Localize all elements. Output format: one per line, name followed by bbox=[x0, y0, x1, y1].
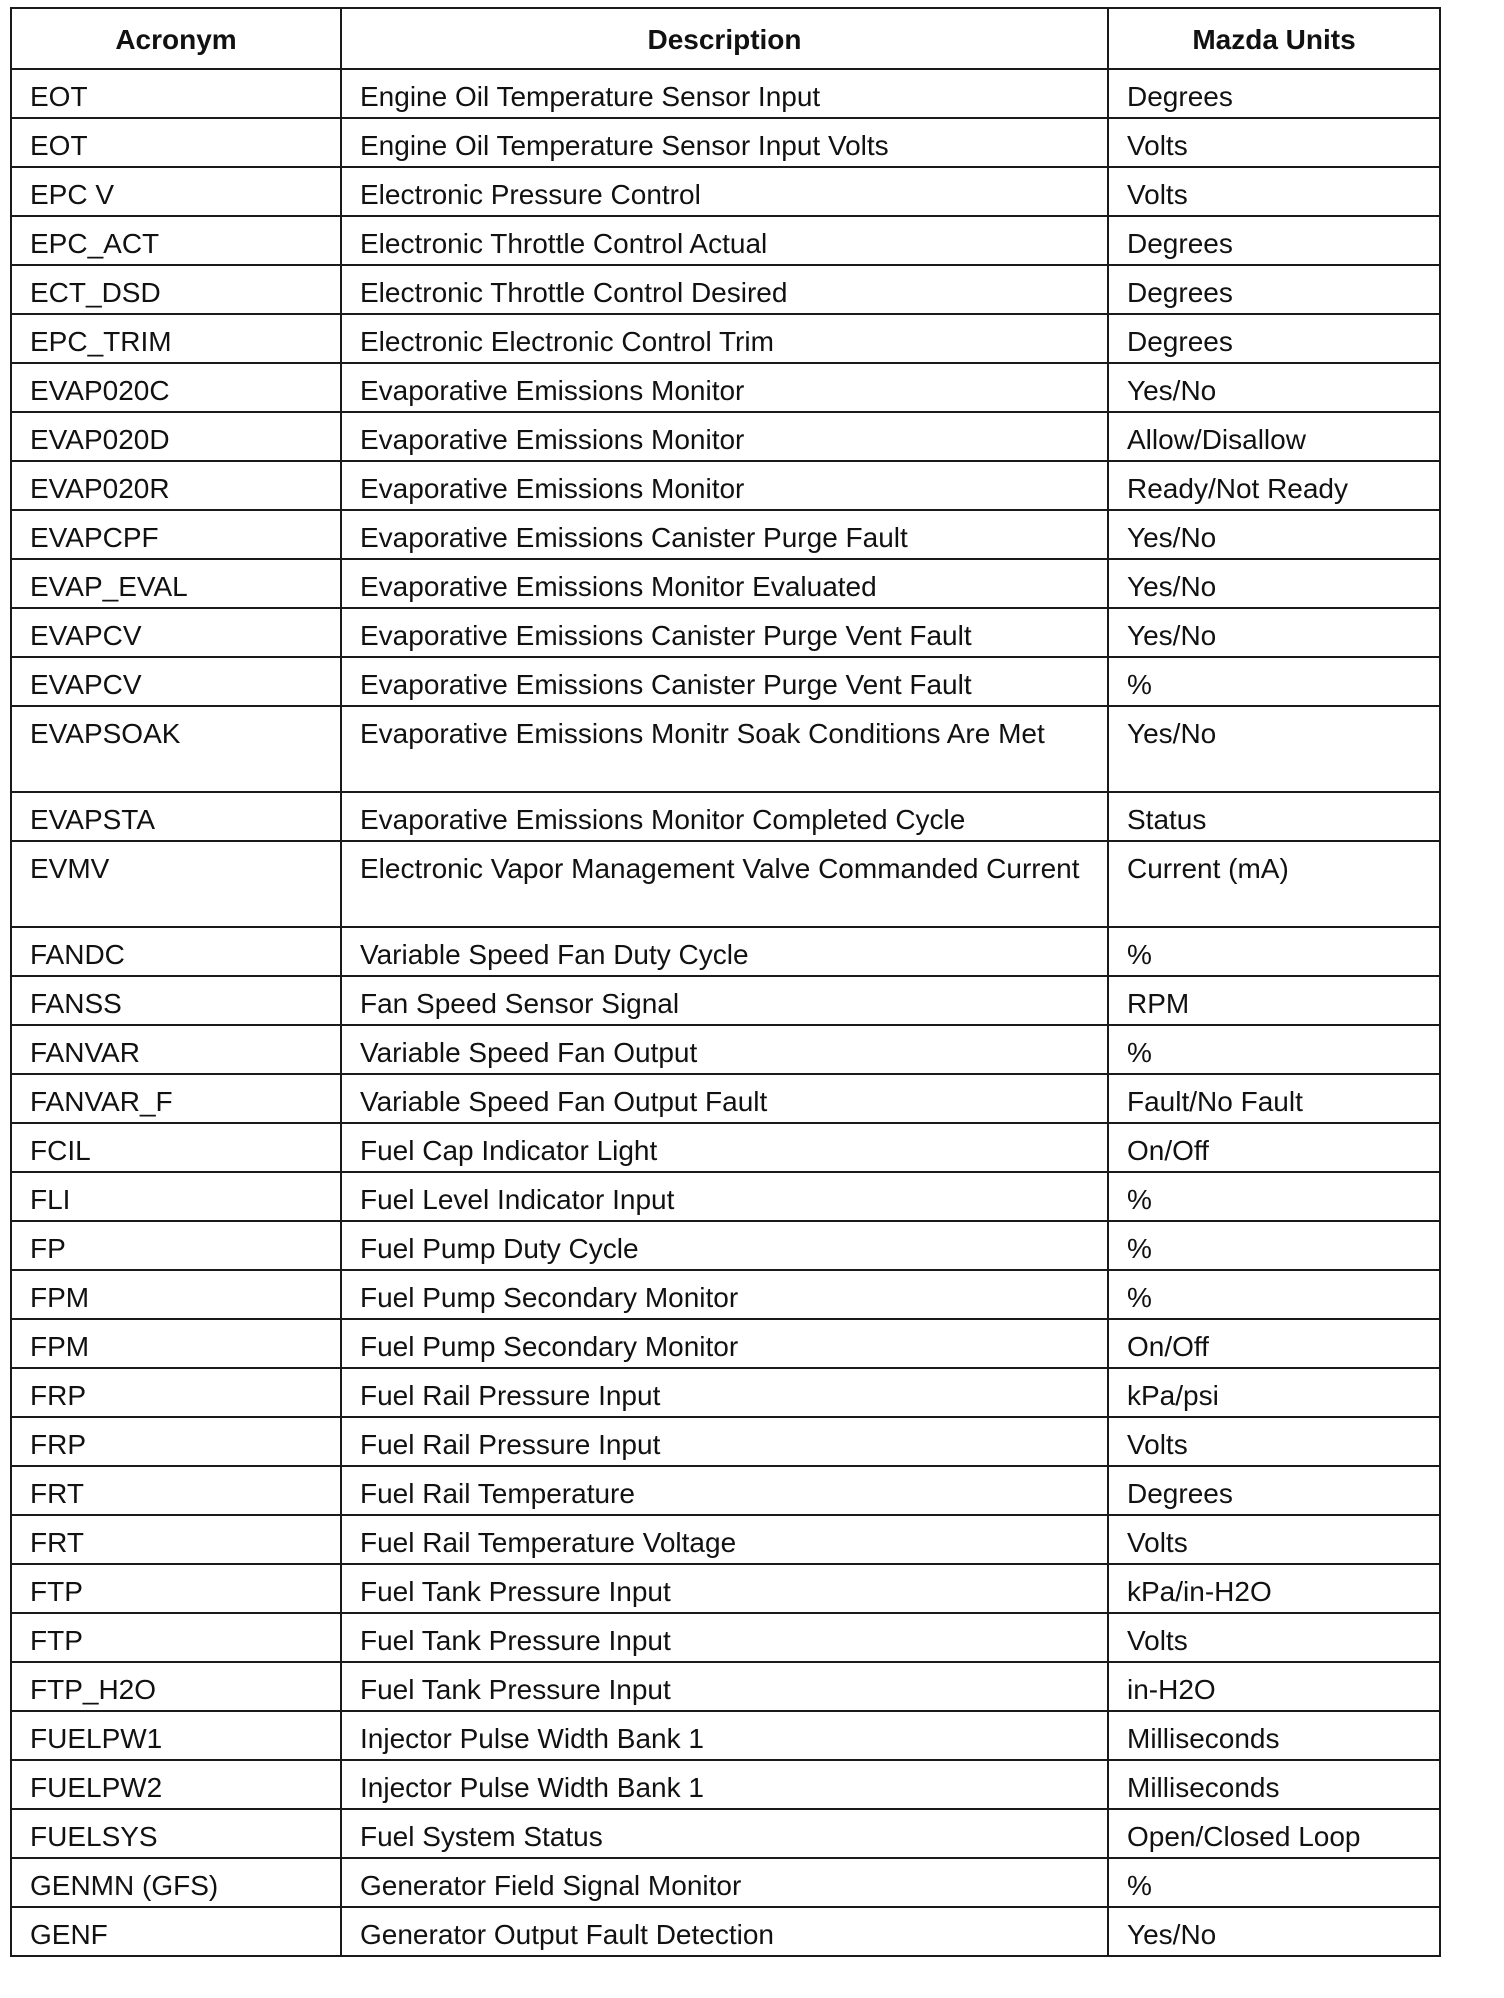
table-row bbox=[11, 927, 1440, 976]
cell-units: % bbox=[1108, 1221, 1440, 1270]
cell-description: Electronic Pressure Control bbox=[341, 167, 1108, 216]
header-description: Description bbox=[341, 8, 1108, 69]
cell-units: Degrees bbox=[1108, 69, 1440, 118]
cell-units: Ready/Not Ready bbox=[1108, 461, 1440, 510]
cell-units: Volts bbox=[1108, 1515, 1440, 1564]
header-mazda-units: Mazda Units bbox=[1108, 8, 1440, 69]
cell-acronym: FRP bbox=[11, 1368, 341, 1417]
cell-description: Fuel Pump Secondary Monitor bbox=[341, 1270, 1108, 1319]
cell-acronym: FTP bbox=[11, 1564, 341, 1613]
cell-acronym: FP bbox=[11, 1221, 341, 1270]
cell-units: % bbox=[1108, 1270, 1440, 1319]
cell-units: RPM bbox=[1108, 976, 1440, 1025]
table-row bbox=[11, 1662, 1440, 1711]
table-body bbox=[11, 69, 1440, 1956]
table-row bbox=[11, 167, 1440, 216]
cell-description: Electronic Vapor Management Valve Commanded Current bbox=[341, 841, 1108, 927]
cell-units: Yes/No bbox=[1108, 608, 1440, 657]
cell-description: Engine Oil Temperature Sensor Input bbox=[341, 69, 1108, 118]
cell-description: Generator Field Signal Monitor bbox=[341, 1858, 1108, 1907]
cell-description: Evaporative Emissions Monitr Soak Conditions Are Met bbox=[341, 706, 1108, 792]
cell-acronym: EVAPCPF bbox=[11, 510, 341, 559]
table-row bbox=[11, 216, 1440, 265]
table-row bbox=[11, 1858, 1440, 1907]
cell-units: Volts bbox=[1108, 167, 1440, 216]
cell-acronym: FRT bbox=[11, 1515, 341, 1564]
cell-units: On/Off bbox=[1108, 1123, 1440, 1172]
cell-description: Fuel Tank Pressure Input bbox=[341, 1564, 1108, 1613]
cell-units: Yes/No bbox=[1108, 559, 1440, 608]
cell-description: Fuel Rail Pressure Input bbox=[341, 1417, 1108, 1466]
table-row bbox=[11, 510, 1440, 559]
cell-acronym: FPM bbox=[11, 1270, 341, 1319]
table-row bbox=[11, 412, 1440, 461]
table-row bbox=[11, 706, 1440, 792]
table-row bbox=[11, 1270, 1440, 1319]
cell-description: Engine Oil Temperature Sensor Input Volts bbox=[341, 118, 1108, 167]
cell-description: Fuel Cap Indicator Light bbox=[341, 1123, 1108, 1172]
cell-units: kPa/psi bbox=[1108, 1368, 1440, 1417]
table-row bbox=[11, 363, 1440, 412]
cell-acronym: EVAP020D bbox=[11, 412, 341, 461]
cell-acronym: EVAP020C bbox=[11, 363, 341, 412]
cell-units: Degrees bbox=[1108, 314, 1440, 363]
cell-units: % bbox=[1108, 657, 1440, 706]
cell-acronym: EPC_ACT bbox=[11, 216, 341, 265]
table-row bbox=[11, 461, 1440, 510]
cell-acronym: FANVAR_F bbox=[11, 1074, 341, 1123]
cell-units: % bbox=[1108, 1025, 1440, 1074]
cell-acronym: EVAPCV bbox=[11, 657, 341, 706]
cell-description: Fuel Tank Pressure Input bbox=[341, 1662, 1108, 1711]
table-row bbox=[11, 657, 1440, 706]
cell-units: Fault/No Fault bbox=[1108, 1074, 1440, 1123]
cell-units: in-H2O bbox=[1108, 1662, 1440, 1711]
cell-units: Degrees bbox=[1108, 265, 1440, 314]
cell-acronym: EVAPSOAK bbox=[11, 706, 341, 792]
cell-acronym: FRP bbox=[11, 1417, 341, 1466]
cell-acronym: EPC_TRIM bbox=[11, 314, 341, 363]
table-row bbox=[11, 69, 1440, 118]
cell-description: Evaporative Emissions Monitor bbox=[341, 412, 1108, 461]
cell-acronym: EVAPCV bbox=[11, 608, 341, 657]
cell-acronym: EVAPSTA bbox=[11, 792, 341, 841]
cell-units: % bbox=[1108, 1172, 1440, 1221]
cell-acronym: FANSS bbox=[11, 976, 341, 1025]
cell-description: Fuel Rail Temperature bbox=[341, 1466, 1108, 1515]
cell-units: Milliseconds bbox=[1108, 1760, 1440, 1809]
cell-description: Fuel Level Indicator Input bbox=[341, 1172, 1108, 1221]
table-row bbox=[11, 559, 1440, 608]
table-row bbox=[11, 118, 1440, 167]
cell-acronym: FANDC bbox=[11, 927, 341, 976]
table-row bbox=[11, 1564, 1440, 1613]
cell-units: Allow/Disallow bbox=[1108, 412, 1440, 461]
cell-units: Current (mA) bbox=[1108, 841, 1440, 927]
cell-acronym: EVAP020R bbox=[11, 461, 341, 510]
cell-units: Open/Closed Loop bbox=[1108, 1809, 1440, 1858]
cell-units: % bbox=[1108, 1858, 1440, 1907]
cell-units: Degrees bbox=[1108, 216, 1440, 265]
cell-units: Volts bbox=[1108, 1613, 1440, 1662]
cell-description: Evaporative Emissions Canister Purge Vent Fault bbox=[341, 608, 1108, 657]
cell-units: Yes/No bbox=[1108, 706, 1440, 792]
cell-description: Fuel Pump Secondary Monitor bbox=[341, 1319, 1108, 1368]
cell-units: Volts bbox=[1108, 1417, 1440, 1466]
table-row bbox=[11, 1368, 1440, 1417]
cell-acronym: EVAP_EVAL bbox=[11, 559, 341, 608]
table-header-row bbox=[11, 8, 1440, 69]
cell-description: Variable Speed Fan Duty Cycle bbox=[341, 927, 1108, 976]
cell-description: Electronic Throttle Control Actual bbox=[341, 216, 1108, 265]
table-row bbox=[11, 792, 1440, 841]
cell-acronym: EPC V bbox=[11, 167, 341, 216]
cell-acronym: FCIL bbox=[11, 1123, 341, 1172]
table-row bbox=[11, 1907, 1440, 1956]
cell-acronym: GENF bbox=[11, 1907, 341, 1956]
cell-acronym: FPM bbox=[11, 1319, 341, 1368]
cell-description: Fuel Rail Temperature Voltage bbox=[341, 1515, 1108, 1564]
cell-acronym: EVMV bbox=[11, 841, 341, 927]
cell-description: Fan Speed Sensor Signal bbox=[341, 976, 1108, 1025]
cell-acronym: FUELSYS bbox=[11, 1809, 341, 1858]
table-row bbox=[11, 314, 1440, 363]
cell-description: Fuel System Status bbox=[341, 1809, 1108, 1858]
cell-units: kPa/in-H2O bbox=[1108, 1564, 1440, 1613]
cell-description: Evaporative Emissions Canister Purge Fault bbox=[341, 510, 1108, 559]
cell-acronym: EOT bbox=[11, 69, 341, 118]
header-acronym: Acronym bbox=[11, 8, 341, 69]
table-row bbox=[11, 1711, 1440, 1760]
table-row bbox=[11, 1515, 1440, 1564]
cell-description: Fuel Tank Pressure Input bbox=[341, 1613, 1108, 1662]
table-row bbox=[11, 1417, 1440, 1466]
cell-units: % bbox=[1108, 927, 1440, 976]
table-row bbox=[11, 1221, 1440, 1270]
table-row bbox=[11, 1074, 1440, 1123]
cell-units: Status bbox=[1108, 792, 1440, 841]
cell-description: Generator Output Fault Detection bbox=[341, 1907, 1108, 1956]
table-row bbox=[11, 1613, 1440, 1662]
cell-units: Degrees bbox=[1108, 1466, 1440, 1515]
cell-description: Evaporative Emissions Monitor bbox=[341, 363, 1108, 412]
cell-acronym: GENMN (GFS) bbox=[11, 1858, 341, 1907]
cell-acronym: FLI bbox=[11, 1172, 341, 1221]
cell-description: Variable Speed Fan Output Fault bbox=[341, 1074, 1108, 1123]
cell-description: Fuel Rail Pressure Input bbox=[341, 1368, 1108, 1417]
cell-units: Yes/No bbox=[1108, 510, 1440, 559]
cell-units: Volts bbox=[1108, 118, 1440, 167]
cell-description: Fuel Pump Duty Cycle bbox=[341, 1221, 1108, 1270]
cell-acronym: FUELPW2 bbox=[11, 1760, 341, 1809]
table-row bbox=[11, 608, 1440, 657]
cell-acronym: ECT_DSD bbox=[11, 265, 341, 314]
table-row bbox=[11, 1025, 1440, 1074]
table-row bbox=[11, 1809, 1440, 1858]
table-row bbox=[11, 265, 1440, 314]
cell-description: Electronic Electronic Control Trim bbox=[341, 314, 1108, 363]
cell-acronym: FTP_H2O bbox=[11, 1662, 341, 1711]
cell-description: Injector Pulse Width Bank 1 bbox=[341, 1760, 1108, 1809]
cell-units: Yes/No bbox=[1108, 363, 1440, 412]
table-row bbox=[11, 1172, 1440, 1221]
cell-acronym: EOT bbox=[11, 118, 341, 167]
table-row bbox=[11, 841, 1440, 927]
cell-acronym: FUELPW1 bbox=[11, 1711, 341, 1760]
cell-description: Electronic Throttle Control Desired bbox=[341, 265, 1108, 314]
table-row bbox=[11, 1760, 1440, 1809]
cell-description: Evaporative Emissions Monitor Completed Cycle bbox=[341, 792, 1108, 841]
cell-units: On/Off bbox=[1108, 1319, 1440, 1368]
table-row bbox=[11, 1466, 1440, 1515]
cell-acronym: FTP bbox=[11, 1613, 341, 1662]
cell-description: Variable Speed Fan Output bbox=[341, 1025, 1108, 1074]
cell-units: Yes/No bbox=[1108, 1907, 1440, 1956]
cell-description: Evaporative Emissions Canister Purge Vent Fault bbox=[341, 657, 1108, 706]
table-row bbox=[11, 976, 1440, 1025]
acronym-table bbox=[10, 7, 1441, 1957]
table-row bbox=[11, 1123, 1440, 1172]
cell-description: Injector Pulse Width Bank 1 bbox=[341, 1711, 1108, 1760]
cell-units: Milliseconds bbox=[1108, 1711, 1440, 1760]
cell-description: Evaporative Emissions Monitor Evaluated bbox=[341, 559, 1108, 608]
table-row bbox=[11, 1319, 1440, 1368]
cell-acronym: FANVAR bbox=[11, 1025, 341, 1074]
cell-acronym: FRT bbox=[11, 1466, 341, 1515]
cell-description: Evaporative Emissions Monitor bbox=[341, 461, 1108, 510]
